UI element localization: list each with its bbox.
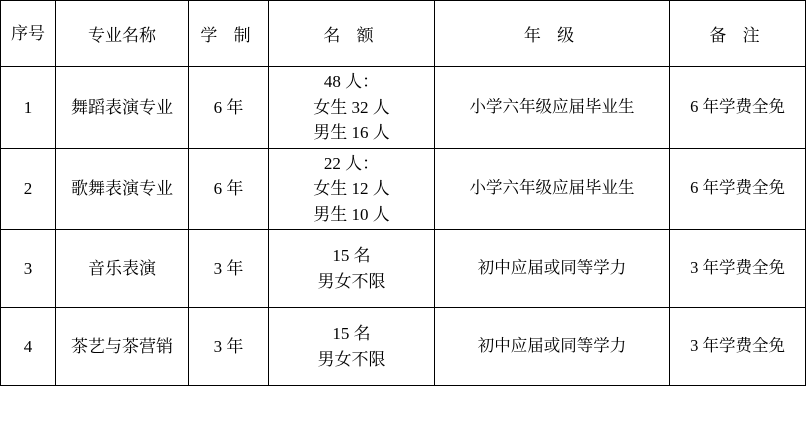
cell-grade: 小学六年级应届毕业生 bbox=[435, 148, 670, 230]
cell-remark: 6 年学费全免 bbox=[670, 67, 806, 149]
table-row bbox=[1, 148, 806, 230]
cell-serial-number: 1 bbox=[1, 67, 56, 149]
cell-quota: 15 名 男女不限 bbox=[269, 308, 435, 386]
cell-grade: 初中应届或同等学力 bbox=[435, 308, 670, 386]
cell-quota: 48 人： 女生 32 人 男生 16 人 bbox=[269, 67, 435, 149]
cell-school-system: 3 年 bbox=[189, 308, 269, 386]
cell-remark: 6 年学费全免 bbox=[670, 148, 806, 230]
cell-remark: 3 年学费全免 bbox=[670, 230, 806, 308]
cell-major-name: 舞蹈表演专业 bbox=[56, 67, 189, 149]
header-remark: 备 注 bbox=[670, 1, 806, 67]
cell-school-system: 6 年 bbox=[189, 148, 269, 230]
cell-major-name: 音乐表演 bbox=[56, 230, 189, 308]
cell-remark: 3 年学费全免 bbox=[670, 308, 806, 386]
cell-quota: 22 人： 女生 12 人 男生 10 人 bbox=[269, 148, 435, 230]
cell-school-system: 6 年 bbox=[189, 67, 269, 149]
table-row bbox=[1, 230, 806, 308]
table-header-row bbox=[1, 1, 806, 67]
table-body bbox=[1, 67, 806, 386]
table-row bbox=[1, 308, 806, 386]
cell-school-system: 3 年 bbox=[189, 230, 269, 308]
header-major-name: 专业名称 bbox=[56, 1, 189, 67]
cell-grade: 初中应届或同等学力 bbox=[435, 230, 670, 308]
cell-serial-number: 3 bbox=[1, 230, 56, 308]
header-serial-number: 序号 bbox=[1, 1, 56, 67]
cell-serial-number: 2 bbox=[1, 148, 56, 230]
cell-serial-number: 4 bbox=[1, 308, 56, 386]
cell-grade: 小学六年级应届毕业生 bbox=[435, 67, 670, 149]
table-header bbox=[1, 1, 806, 67]
header-school-system: 学 制 bbox=[189, 1, 269, 67]
table-row bbox=[1, 67, 806, 149]
header-grade: 年 级 bbox=[435, 1, 670, 67]
header-quota: 名 额 bbox=[269, 1, 435, 67]
cell-major-name: 歌舞表演专业 bbox=[56, 148, 189, 230]
cell-major-name: 茶艺与茶营销 bbox=[56, 308, 189, 386]
cell-quota: 15 名 男女不限 bbox=[269, 230, 435, 308]
